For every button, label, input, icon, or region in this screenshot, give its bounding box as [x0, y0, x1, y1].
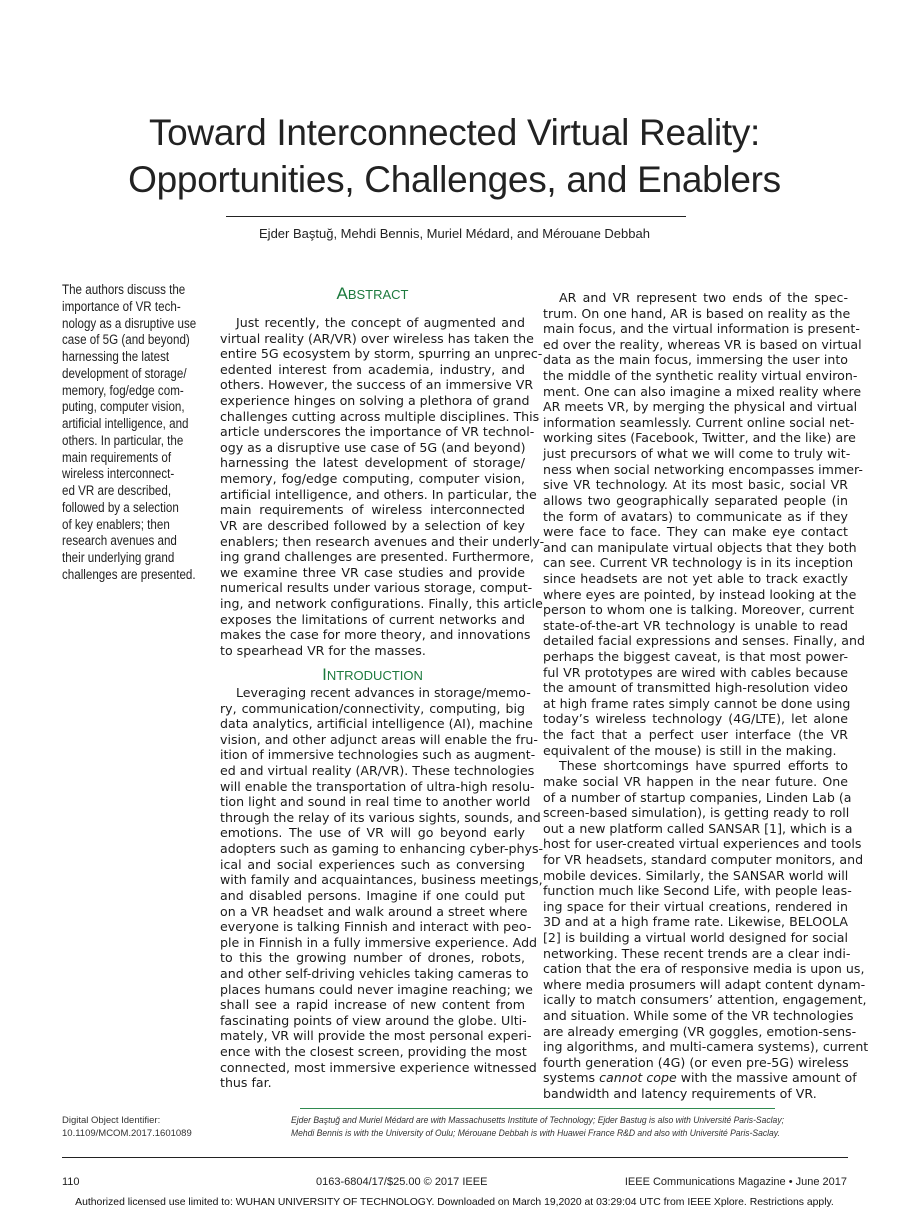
text-line: working sites (Facebook, Twitter, and the like) are: [543, 430, 856, 446]
text-line: harnessing the latest development of storage/: [220, 455, 525, 471]
text-line: memory, fog/edge computing, computer vision,: [220, 471, 525, 487]
doi-block: [62, 1114, 192, 1140]
text-line: vision, and other adjunct areas will enable the fru-: [220, 731, 538, 747]
affiliation-line-1: Ejder Baştuğ and Muriel Médard are with Massachusetts Institute of Technology; Ejder Bastug is also with Université Paris-Saclay;: [291, 1115, 784, 1126]
text-line: 3D and at a high frame rate. Likewise, BELOOLA: [543, 914, 848, 930]
text-line: These shortcomings have spurred efforts to: [559, 758, 848, 774]
title-rule: [226, 216, 686, 217]
text-line: the middle of the synthetic reality virtual environ-: [543, 368, 858, 384]
text-line: and can manipulate virtual objects that they both: [543, 539, 857, 555]
text-line: are already emerging (VR goggles, emotion-sens-: [543, 1023, 857, 1039]
text-line: mately, VR will provide the most personal experi-: [220, 1028, 532, 1044]
text-line: VR are described followed by a selection of key: [220, 517, 525, 533]
text-line: and disabled persons. Imagine if one could put: [220, 887, 525, 903]
text-line: to spearhead VR for the masses.: [220, 642, 426, 658]
introduction-body: [220, 685, 544, 1091]
introduction-heading-rest: NTRODUCTION: [326, 668, 423, 683]
text-line: entire 5G ecosystem by storm, spurring an unprec-: [220, 346, 543, 362]
text-line: at high frame rates simply cannot be done using: [543, 695, 851, 711]
sidebar-summary: [62, 282, 218, 584]
text-line: data analytics, artificial intelligence (AI), machine: [220, 716, 533, 732]
text-line: function much like Second Life, with people leas-: [543, 883, 852, 899]
text-line: allows two geographically separated people (in: [543, 492, 848, 508]
doi-value: 10.1109/MCOM.2017.1601089: [62, 1128, 192, 1139]
text-line: challenges cutting across multiple disciplines. This: [220, 408, 540, 424]
affiliation-line-2: Mehdi Bennis is with the University of Oulu; Mérouane Debbah is with Huawei France R&D and also with Université Paris-Saclay.: [291, 1128, 780, 1139]
text-line: article underscores the importance of VR technol-: [220, 424, 535, 440]
text-line: ence with the closest screen, providing the most: [220, 1044, 527, 1060]
text-line: can see. Current VR technology is in its inception: [543, 555, 854, 571]
text-line: AR and VR represent two ends of the spec-: [559, 290, 848, 305]
text-line: screen-based simulation), is getting ready to roll: [543, 805, 850, 821]
text-line: ing space for their virtual creations, rendered in: [543, 898, 848, 914]
sidebar-line: ed VR are described,: [62, 483, 172, 498]
text-line: shall see a rapid increase of new content from: [220, 997, 525, 1013]
text-line: person to whom one is talking. Moreover, current: [543, 602, 855, 618]
text-line: ing grand challenges are presented. Furthermore,: [220, 549, 534, 565]
text-line: fourth generation (4G) (or even pre-5G) wireless: [543, 1054, 849, 1070]
text-line: bandwidth and latency requirements of VR.: [543, 1086, 817, 1102]
text-line: since headsets are not yet able to track exactly: [543, 570, 848, 586]
text-line: systems cannot cope with the massive amount of: [543, 1070, 857, 1086]
text-line: adopters such as gaming to enhancing cyber-phys-: [220, 841, 544, 857]
abstract-heading: [220, 284, 525, 304]
text-line: trum. On one hand, AR is based on reality as the: [543, 305, 851, 321]
text-line: we examine three VR case studies and provide: [220, 564, 525, 580]
sidebar-line: puting, computer vision,: [62, 399, 185, 415]
text-line: today’s wireless technology (4G/LTE), let alone: [543, 711, 848, 727]
text-line: ition of immersive technologies such as augment-: [220, 747, 536, 763]
text-line: virtual reality (AR/VR) over wireless has taken the: [220, 330, 534, 346]
sidebar-line: The authors discuss the: [62, 282, 186, 297]
text-line: artificial intelligence, and others. In particular, the: [220, 486, 537, 502]
sidebar-line: research avenues and: [62, 533, 177, 549]
text-line: experience hinges on solving a plethora of grand: [220, 393, 530, 409]
text-line: Leveraging recent advances in storage/memo-: [236, 685, 531, 700]
text-line: exposes the limitations of current networks and: [220, 611, 525, 627]
text-line: make social VR happen in the near future. One: [543, 773, 848, 789]
text-line: [2] is building a virtual world designed for social: [543, 929, 848, 945]
sidebar-line: others. In particular, the: [62, 432, 184, 448]
sidebar-line: artificial intelligence, and: [62, 416, 189, 431]
title-line-2: Opportunities, Challenges, and Enablers: [128, 159, 781, 200]
text-line: ogy as a disruptive use case of 5G (and beyond): [220, 439, 526, 455]
sidebar-line: their underlying grand: [62, 550, 175, 565]
text-line: and situation. While some of the VR technologies: [543, 1008, 854, 1024]
text-line: AR meets VR, by merging the physical and virtual: [543, 399, 858, 415]
text-line: where media prosumers will adapt content dynam-: [543, 976, 866, 992]
sidebar-line: memory, fog/edge com-: [62, 382, 184, 398]
text-line: emotions. The use of VR will go beyond early: [220, 825, 525, 841]
sidebar-line: main requirements of: [62, 449, 172, 465]
text-line: makes the case for more theory, and innovations: [220, 627, 531, 643]
text-line: main requirements of wireless interconnected: [220, 502, 525, 518]
text-line: connected, most immersive experience witnessed: [220, 1059, 537, 1075]
text-line: and other self-driving vehicles taking cameras to: [220, 965, 529, 981]
text-line: mobile devices. Similarly, the SANSAR world will: [543, 867, 849, 883]
sidebar-line: wireless interconnect-: [62, 466, 175, 482]
journal-issue: IEEE Communications Magazine • June 2017: [624, 1176, 847, 1188]
sidebar-line: challenges are presented.: [62, 566, 196, 582]
text-line: ing algorithms, and multi-camera systems), current: [543, 1039, 869, 1055]
text-line: equivalent of the mouse) is still in the making.: [543, 742, 837, 758]
text-line: ical and social experiences such as conversing: [220, 856, 525, 872]
text-line: cation that the era of responsive media is upon us,: [543, 961, 865, 977]
text-line: everyone is talking Finnish and interact with peo-: [220, 919, 532, 935]
text-line: through the relay of its various sights, sounds, and: [220, 809, 541, 825]
text-line: networking. These recent trends are a clear indi-: [543, 945, 851, 961]
right-column-body: [543, 290, 869, 1102]
text-line: data as the main focus, immersing the user into: [543, 352, 848, 368]
text-line: ry, communication/connectivity, computing, big: [220, 700, 525, 716]
footer-rule: [62, 1157, 848, 1158]
text-line: with family and acquaintances, business meetings,: [220, 872, 543, 888]
page-number: 110: [62, 1176, 80, 1188]
text-line: will enable the transportation of ultra-high resolu-: [220, 778, 535, 794]
text-line: ple in Finnish in a fully immersive experience. Add: [220, 934, 538, 950]
abstract-heading-rest: BSTRACT: [347, 287, 409, 302]
affiliations: [291, 1114, 839, 1140]
text-line: on a VR headset and walk around a street where: [220, 903, 528, 919]
text-line: detailed facial expressions and senses. Finally, and: [543, 633, 865, 649]
sidebar-line: case of 5G (and beyond): [62, 332, 190, 348]
sidebar-line: development of storage/: [62, 365, 187, 381]
text-line: of a number of startup companies, Linden Lab (a: [543, 789, 852, 805]
text-line: places humans could never imagine reaching; we: [220, 981, 533, 997]
text-line: the form of avatars) to communicate as if they: [543, 508, 848, 524]
sidebar-line: of key enablers; then: [62, 516, 170, 532]
text-line: enablers; then research avenues and their underly-: [220, 533, 545, 549]
text-line: main focus, and the virtual information is present-: [543, 321, 860, 337]
introduction-heading: [220, 665, 525, 685]
text-line: the amount of transmitted high-resolution video: [543, 680, 848, 696]
text-line: ness when social networking encompasses immer-: [543, 461, 863, 477]
text-line: ful VR prototypes are wired with cables because: [543, 664, 848, 680]
text-line: where eyes are pointed, by instead looking at the: [543, 586, 857, 602]
text-line: for VR headsets, standard computer monitors, and: [543, 851, 864, 867]
text-line: information seamlessly. Current online social net-: [543, 414, 855, 430]
text-line: ically to match consumers’ attention, engagement,: [543, 992, 867, 1008]
text-line: just precursors of what we will come to truly wit-: [543, 446, 851, 462]
sidebar-line: followed by a selection: [62, 499, 179, 515]
text-line: numerical results under various storage, comput-: [220, 580, 533, 596]
text-line: the fact that a perfect user interface (the VR: [543, 727, 848, 743]
text-line: host for user-created virtual experiences and tools: [543, 836, 862, 852]
text-line: to this the growing number of drones, robots,: [220, 950, 525, 966]
title-line-1: Toward Interconnected Virtual Reality:: [148, 112, 761, 153]
text-line: ed and virtual reality (AR/VR). These technologies: [220, 763, 535, 779]
sidebar-line: harnessing the latest: [62, 349, 170, 364]
abstract-heading-initial: A: [336, 284, 348, 303]
abstract-body: [220, 315, 545, 658]
issn: 0163-6804/17/$25.00 © 2017 IEEE: [316, 1176, 488, 1188]
text-line: thus far.: [220, 1075, 272, 1091]
license-notice: Authorized licensed use limited to: WUHAN UNIVERSITY OF TECHNOLOGY. Downloaded on March 19,2020 at 03:29:04 UTC from IEEE Xplore. Restrictions apply.: [75, 1197, 834, 1208]
text-line: tion light and sound in real time to another world: [220, 794, 531, 810]
sidebar-line: importance of VR tech-: [62, 298, 181, 314]
footnote-rule: [300, 1108, 775, 1109]
introduction-heading-initial: I: [322, 665, 327, 684]
text-line: ing, and network configurations. Finally, this article: [220, 595, 543, 611]
text-line: perhaps the biggest caveat, is that most power-: [543, 649, 848, 665]
doi-label: Digital Object Identifier:: [62, 1115, 161, 1126]
text-line: fascinating points of view around the globe. Ulti-: [220, 1012, 527, 1028]
text-line: out a new platform called SANSAR [1], which is a: [543, 820, 853, 836]
text-line: ment. One can also imagine a mixed reality where: [543, 383, 862, 399]
text-line: edented interest from academia, industry, and: [220, 361, 525, 377]
text-line: Just recently, the concept of augmented and: [236, 315, 525, 330]
text-line: ed over the reality, whereas VR is based on virtual: [543, 336, 862, 352]
text-line: others. However, the success of an immersive VR: [220, 377, 534, 393]
sidebar-line: nology as a disruptive use: [62, 315, 197, 331]
author-list: Ejder Baştuğ, Mehdi Bennis, Muriel Médard, and Mérouane Debbah: [259, 226, 650, 241]
text-line: state-of-the-art VR technology is unable to read: [543, 617, 848, 633]
text-line: sive VR technology. At its most basic, social VR: [543, 477, 848, 493]
text-line: were face to face. They can make eye contact: [543, 524, 848, 540]
